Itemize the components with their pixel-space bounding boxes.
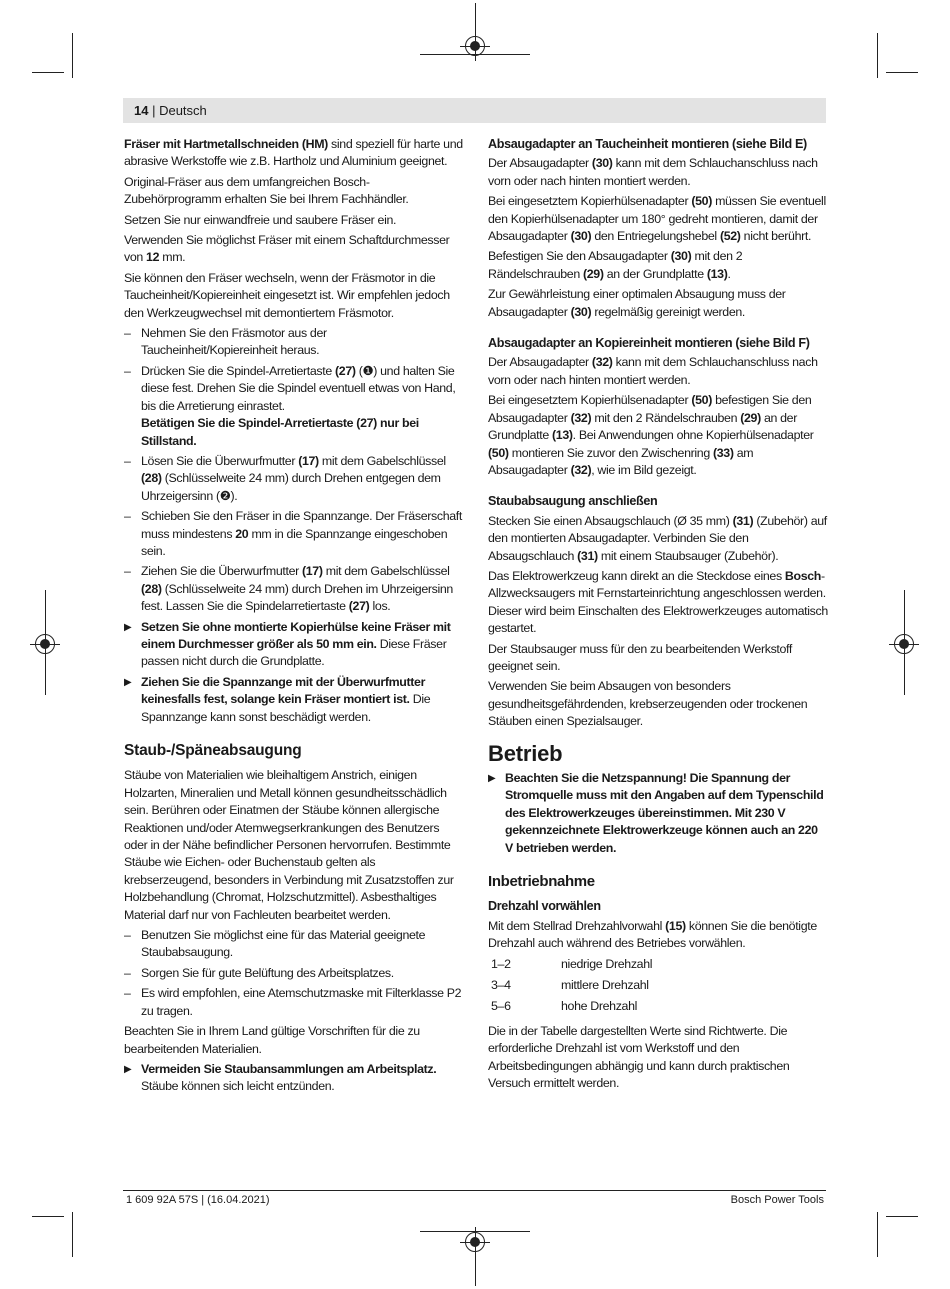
paragraph [124,232,464,267]
subsection-heading: Drehzahl vorwählen [488,899,601,914]
text: Zur Gewährleistung einer optimalen Absaugung muss der Absaugadapter [488,287,786,319]
bold-term: (29) [740,410,761,425]
paragraph [488,392,828,479]
page-number: 14 [134,103,149,118]
paragraph [124,136,464,171]
crop-mark [475,1252,476,1286]
paragraph: Beachten Sie in Ihrem Land gültige Vorschriften für die zu bearbeitenden Materialien. [124,1024,420,1056]
page-label: 14 | Deutsch [134,103,207,118]
paragraph: Sie können den Fräser wechseln, wenn der Fräsmotor in die Taucheinheit/Kopiereinheit eingesetzt ist. Wir empfehlen jedoch den Werkzeugwechsel mit demontiertem Fräsmotor. [124,270,450,320]
dash-list-item: – Es wird empfohlen, eine Atemschutzmaske mit Filterklasse P2 zu tragen. [124,985,464,1020]
bold-term: (30) [570,229,592,244]
bold-term: Fräser mit Hartmetallschneiden (HM) [124,137,328,151]
bold-term: (27) [335,363,356,378]
bold-warning: Betätigen Sie die Spindel-Arretiertaste (27) nur bei Stillstand. [141,416,419,448]
text: am Absaugadapter [488,445,754,477]
text: kann mit dem Schlauchanschluss nach vorn oder nach hinten montiert werden. [488,355,818,387]
text: Ziehen Sie die Überwurfmutter [141,564,302,579]
bold-term: (32) [570,410,592,425]
text: Mit dem Stellrad Drehzahlvorwahl [488,918,666,933]
paragraph: Verwenden Sie beim Absaugen von besonders gesundheitsgefährdenden, krebserzeugenden oder trockenen Stäuben einen Spezialsauger. [488,679,808,729]
text: Befestigen Sie den Absaugadapter [488,249,671,264]
bold-term: Bosch [784,568,822,583]
bold-term: (30) [591,156,613,171]
dash-list-item: – Sorgen Sie für gute Belüftung des Arbeitsplatzes. [124,965,464,982]
speed-label: mittlere Drehzahl [561,978,649,993]
registration-mark [465,1232,485,1252]
text: nicht berührt. [740,229,812,244]
subsection-heading: Absaugadapter an Taucheinheit montieren (siehe Bild E) [488,137,807,151]
text: (Schlüsselweite 24 mm) durch Drehen im Uhrzeigersinn fest. Lassen Sie die Spindelarretiertaste [141,581,453,614]
dash-list-item [124,508,464,560]
paragraph [488,513,828,565]
dash-list-item: – Benutzen Sie möglichst eine für das Material geeignete Staubabsaugung. [124,927,464,962]
chapter-heading: Betrieb [488,740,563,766]
table-row [488,977,652,998]
bold-warning: Beachten Sie die Netzspannung! Die Spannung der Stromquelle muss mit den Angaben auf dem Typenschild des Elektrowerkzeuges übereinstimmen. Mit 230 V gekennzeichnete Elektrowerkzeuge können auch an 220 V betrieben werden. [505,771,824,855]
dash-list-item [124,363,464,450]
bold-term: (27) [348,599,370,614]
paragraph [488,918,828,953]
text: (Zubehör) auf den montierten Absaugadapter. Verbinden Sie den Absaugschlauch [488,513,827,563]
bold-term: (13) [706,266,728,281]
bold-term: (32) [591,355,613,370]
text: montieren Sie zuvor den Zwischenring [508,445,713,460]
registration-mark [465,36,485,56]
subsection-heading: Absaugadapter an Kopiereinheit montieren (siehe Bild F) [488,336,810,351]
text: Bei eingesetztem Kopierhülsenadapter [488,393,692,408]
paragraph: Die in der Tabelle dargestellten Werte sind Richtwerte. Die erforderliche Drehzahl ist vom Werkstoff und den Arbeitsbedingungen abhängig und kann durch praktischen Versuch ermittelt werden. [488,1023,790,1091]
text: (Schlüsselweite 24 mm) durch Drehen entgegen dem Uhrzeigersinn (❷). [141,471,441,503]
bold-term: (30) [570,304,592,319]
text: . [727,266,731,281]
text: Stäube können sich leicht entzünden. [141,1079,335,1094]
paragraph: Original-Fräser aus dem umfangreichen Bosch-Zubehörprogramm erhalten Sie bei Ihrem Fachhändler. [124,174,409,207]
bold-term: (29) [582,266,604,281]
text: mit dem Gabelschlüssel [322,564,450,579]
paragraph [488,286,828,321]
paragraph [488,155,828,190]
text: Lösen Sie die Überwurfmutter [141,453,299,468]
dash-list-item [124,563,464,615]
bold-term: (28) [141,581,162,596]
bold-term: (50) [488,445,509,460]
warning-item [124,674,464,726]
text: mit den 2 Rändelschrauben [591,410,741,425]
paragraph [488,193,828,245]
bold-term: 12 [146,250,160,265]
page-header [123,98,826,123]
crop-mark [886,1216,918,1217]
text: müssen Sie eventuell den Kopierhülsenadapter um 180° gedreht montieren, damit der Absaugadapter [488,194,826,244]
crop-mark [877,1212,878,1257]
speed-label: hohe Drehzahl [561,999,638,1014]
dash-list-item [124,453,464,505]
speed-range: 3–4 [491,978,511,993]
text: -Allzwecksaugers mit Fernstarteinrichtung angeschlossen werden. Dieser wird beim Einschalten des Elektrowerkzeuges automatisch gestartet. [488,568,828,636]
bold-term: (32) [570,462,592,477]
text: mm. [159,250,186,265]
text: Bei eingesetztem Kopierhülsenadapter [488,194,692,209]
speed-range: 5–6 [491,999,511,1014]
paragraph [488,568,828,638]
text: regelmäßig gereinigt werden. [591,304,746,319]
text: mit einem Staubsauger (Zubehör). [597,548,779,563]
text: los. [369,599,391,614]
text: Verwenden Sie möglichst Fräser mit einem Schaftdurchmesser von [124,233,450,265]
subsection-heading: Staubabsaugung anschließen [488,494,658,509]
left-column [124,136,464,1099]
warning-item [124,1061,464,1096]
text: befestigen Sie den Absaugadapter [488,393,812,425]
registration-mark [35,634,55,654]
bold-term: (52) [719,229,741,244]
table-row [488,956,652,977]
paragraph [488,248,828,283]
speed-label: niedrige Drehzahl [561,956,653,971]
paragraph: Der Staubsauger muss für den zu bearbeitenden Werkstoff geeignet sein. [488,641,793,673]
section-heading: Staub-/Späneabsaugung [124,742,302,759]
right-column [488,136,828,1096]
registration-mark [894,634,914,654]
text: sind speziell für harte und abrasive Werkstoffe wie z.B. Hartholz und Aluminium geeignet. [124,137,463,169]
bold-term: (31) [577,548,598,563]
text: Stecken Sie einen Absaugschlauch (Ø 35 mm) [488,513,733,528]
crop-mark [72,33,73,78]
bold-term: (17) [301,564,323,579]
bold-term: (30) [670,249,692,264]
table-row [488,998,652,1019]
speed-table [488,956,652,1020]
text: Diese Fräser passen nicht durch die Grundplatte. [141,636,447,669]
text: Schieben Sie den Fräser in die Spannzange. Der Fräserschaft muss mindestens [141,509,462,541]
text: (❶) und halten Sie diese fest. Drehen Sie die Spindel eventuell etwas von Hand, bis die Arretierung einrastet. [141,363,456,413]
text: mit den 2 Rändelschrauben [488,249,743,281]
bold-term: (50) [691,194,712,209]
text: Das Elektrowerkzeug kann direkt an die Steckdose eines [488,568,785,583]
text: mit dem Gabelschlüssel [318,453,446,468]
warning-item [124,619,464,671]
crop-mark [877,33,878,78]
bold-term: (15) [665,918,686,933]
text: können Sie die benötigte Drehzahl auch während des Betriebes vorwählen. [488,918,817,951]
text: an der Grundplatte [603,266,707,281]
text: Der Absaugadapter [488,156,592,171]
crop-mark [72,1212,73,1257]
text: an der Grundplatte [488,410,797,443]
crop-mark [32,72,64,73]
crop-mark [886,72,918,73]
bold-term: (50) [691,393,712,408]
dash-list-item: – Nehmen Sie den Fräsmotor aus der Taucheinheit/Kopiereinheit heraus. [124,325,464,360]
crop-mark [32,1216,64,1217]
bold-term: (17) [298,453,319,468]
bold-warning: Setzen Sie ohne montierte Kopierhülse keine Fräser mit einem Durchmesser größer als 50 mm ein. [141,619,451,651]
page-footer [123,1190,826,1206]
section-heading: Inbetriebnahme [488,873,595,891]
text: . Bei Anwendungen ohne Kopierhülsenadapter [572,428,814,443]
paragraph: Setzen Sie nur einwandfreie und saubere Fräser ein. [124,212,397,227]
paragraph: Stäube von Materialien wie bleihaltigem Anstrich, einigen Holzarten, Mineralien und Metall können gesundheitsschädlich sein. Berühren oder Einatmen der Stäube können allergische Reaktionen und/oder Atemwegserkrankungen des Benutzers oder in der Nähe befindlicher Personen hervorrufen. Bestimmte Stäube wie Eichen- oder Buchenstaub gelten als krebserzeugend, besonders in Verbindung mit Zusatzstoffen zur Holzbehandlung (Chromat, Holzschutzmittel). Asbesthaltiges Material darf nur von Fachleuten bearbeitet werden. [124,768,454,922]
bold-term: (28) [141,471,162,486]
text: , wie im Bild gezeigt. [591,462,697,477]
warning-item [488,770,828,857]
bold-warning: Ziehen Sie die Spannzange mit der Überwurfmutter keinesfalls fest, solange kein Fräser montiert ist. [141,674,426,707]
text: kann mit dem Schlauchanschluss nach vorn oder nach hinten montiert werden. [488,156,818,188]
paragraph [488,354,828,389]
text: Die Spannzange kann sonst beschädigt werden. [141,692,431,724]
text: mm in die Spannzange eingeschoben sein. [141,526,448,558]
bold-term: (31) [732,513,754,528]
speed-range: 1–2 [491,956,511,971]
text: den Entriegelungshebel [591,229,720,244]
document-id: 1 609 92A 57S | (16.04.2021) [126,1194,270,1206]
bold-term: (33) [712,445,734,460]
language-label: Deutsch [159,103,207,118]
bold-term: (13) [552,428,573,443]
bold-term: 20 [235,526,249,541]
bold-warning: Vermeiden Sie Staubansammlungen am Arbeitsplatz. [141,1061,437,1076]
brand-label: Bosch Power Tools [730,1194,824,1206]
text: Der Absaugadapter [488,355,592,370]
text: Drücken Sie die Spindel-Arretiertaste [141,363,335,378]
